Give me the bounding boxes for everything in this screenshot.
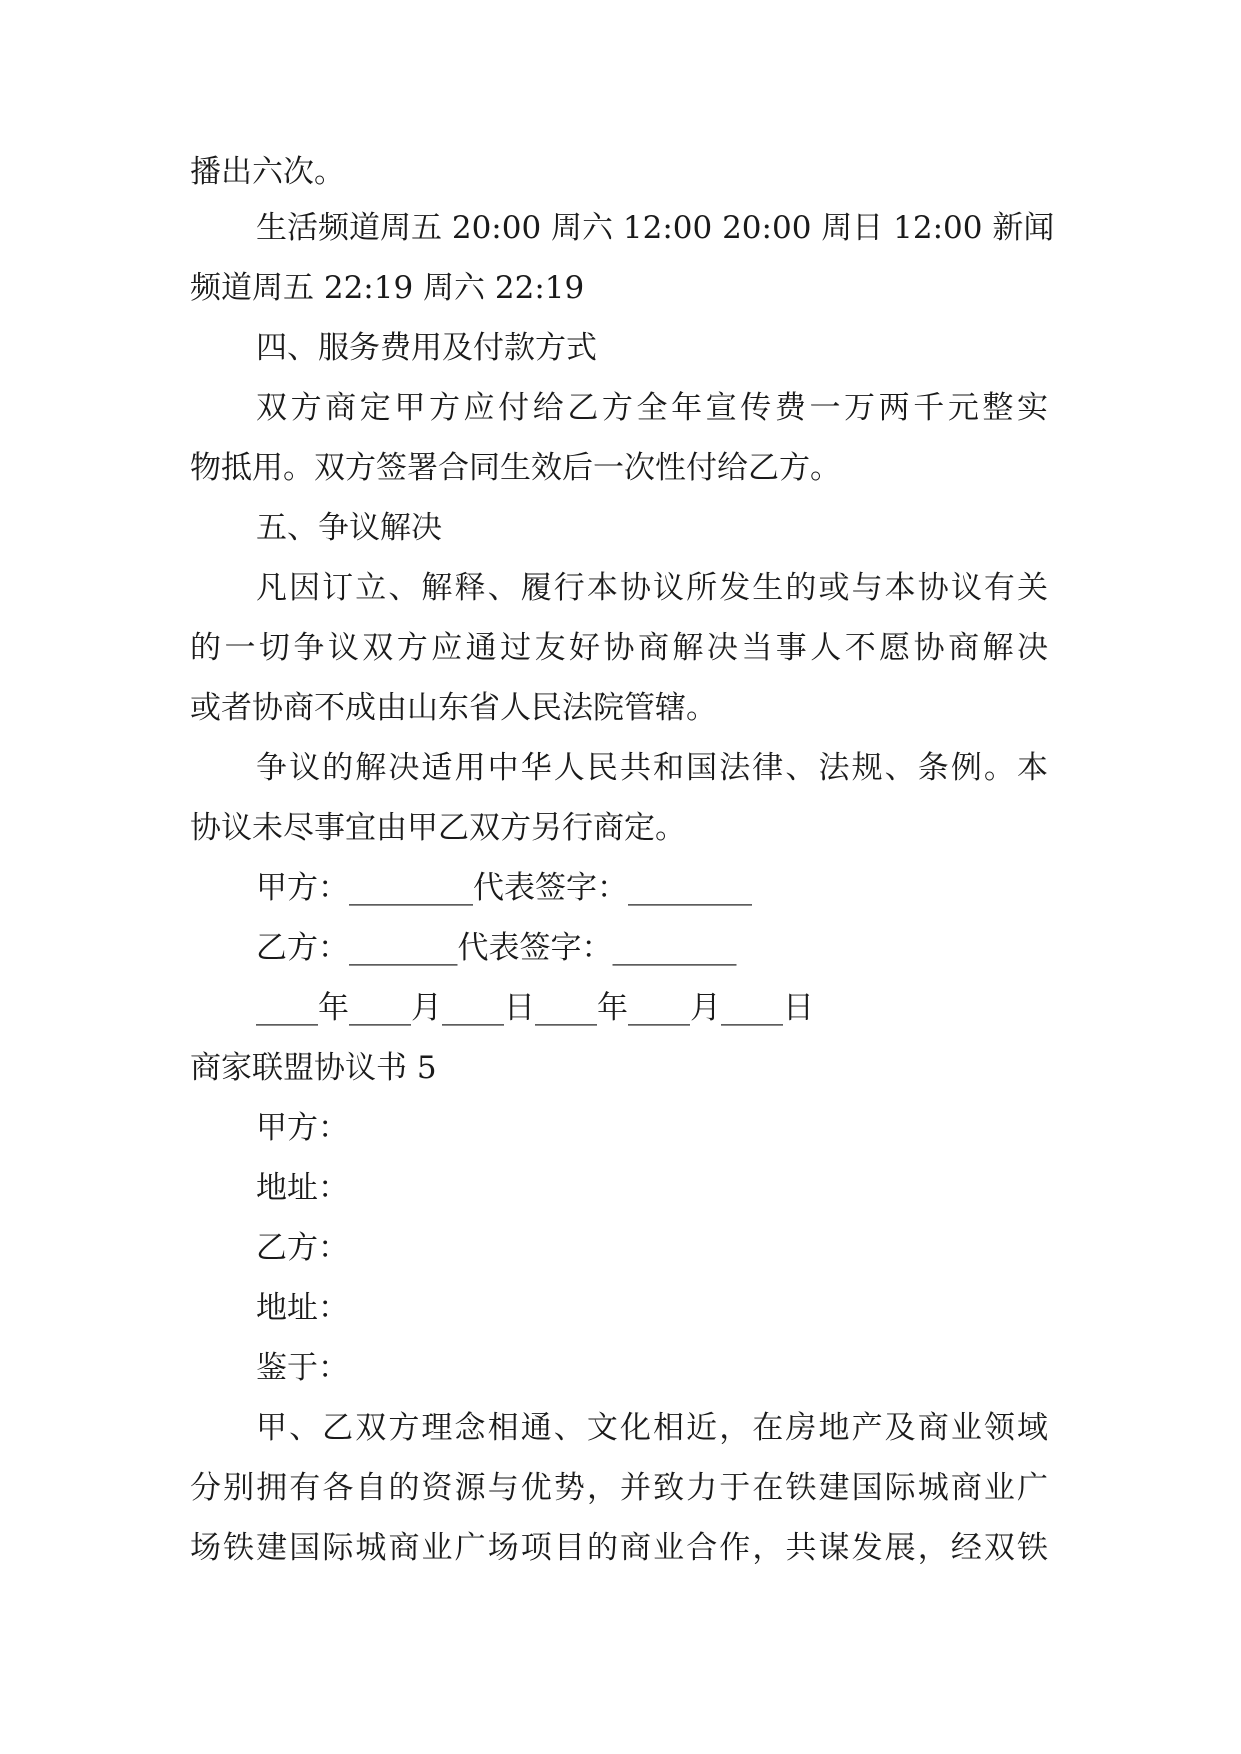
text-line: 物抵用。双方签署合同生效后一次性付给乙方。 [190,450,841,486]
signature-line-party-a: 甲方：________代表签字：________ [256,870,752,906]
text-line: 甲、乙双方理念相通、文化相近，在房地产及商业领域 [256,1410,1048,1446]
text-line: 场铁建国际城商业广场项目的商业合作，共谋发展，经双铁 [190,1530,1048,1566]
text-line: 频道周五 22:19 周六 22:19 [190,270,585,306]
text-line: 分别拥有各自的资源与优势，并致力于在铁建国际城商业广 [190,1470,1048,1506]
text-line: 的一切争议双方应通过友好协商解决当事人不愿协商解决 [190,630,1048,666]
whereas-label: 鉴于： [256,1350,349,1386]
party-a-label: 甲方： [256,1110,349,1146]
section-heading: 五、争议解决 [256,510,442,546]
text-line: 生活频道周五 20:00 周六 12:00 20:00 周日 12:00 新闻 [256,210,1055,246]
text-line: 争议的解决适用中华人民共和国法律、法规、条例。本 [256,750,1048,786]
address-label: 地址： [256,1170,349,1206]
section-heading: 四、服务费用及付款方式 [256,330,597,366]
address-label: 地址： [256,1290,349,1326]
text-line: 或者协商不成由山东省人民法院管辖。 [190,690,717,726]
party-b-label: 乙方： [256,1230,349,1266]
text-line: 凡因订立、解释、履行本协议所发生的或与本协议有关 [256,570,1048,606]
text-line: 双方商定甲方应付给乙方全年宣传费一万两千元整实 [256,390,1048,426]
signature-line-party-b: 乙方：_______代表签字：________ [256,930,737,966]
document-title: 商家联盟协议书 5 [190,1050,437,1086]
text-line: 播出六次。 [190,154,345,190]
text-line: 协议未尽事宜由甲乙双方另行商定。 [190,810,686,846]
date-line: ____年____月____日____年____月____日 [256,990,814,1026]
